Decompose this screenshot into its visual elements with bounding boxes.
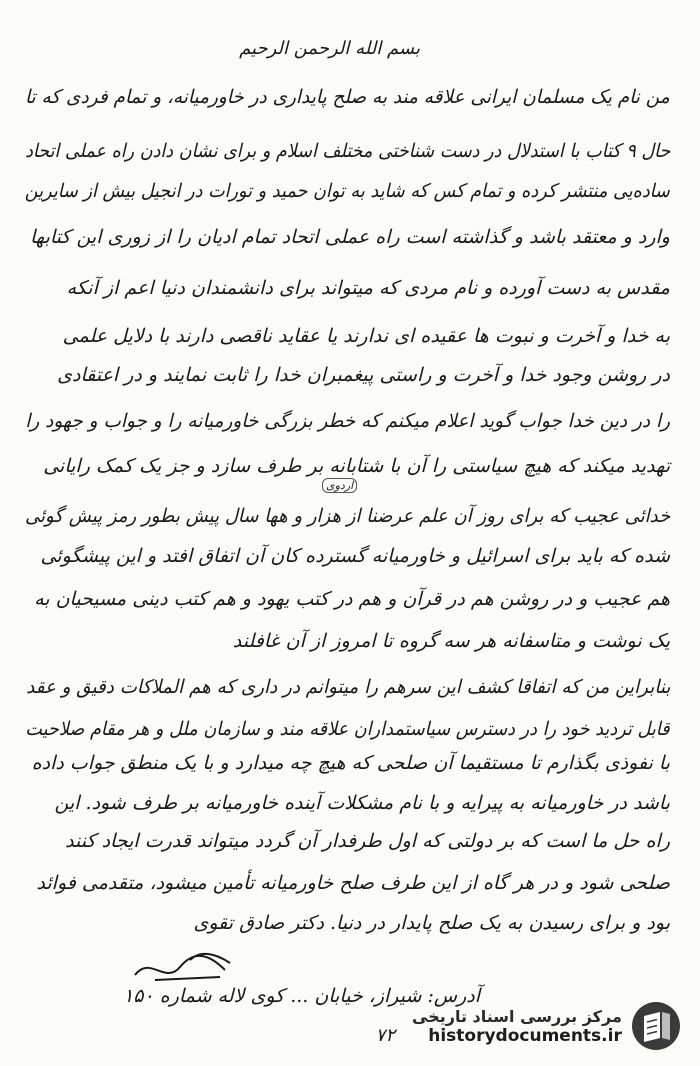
bismillah-heading: بسم الله الرحمن الرحیم	[239, 38, 420, 59]
text-line-20: بود و برای رسیدن به یک صلح پایدار در دنیا. دکتر صادق تقوی	[193, 912, 670, 934]
interline-note: اردوی	[322, 478, 357, 493]
text-line-2: حال ۹ کتاب با استدلال در دست شناختی مختلف اسلام و برای نشان دادن راه عملی اتحاد	[24, 140, 670, 162]
text-line-11: شده که باید برای اسرائیل و خاورمیانه گسترده کان آن اتفاق افتد و این پیشگوئی	[40, 545, 670, 567]
text-line-8: را در دین خدا جواب گوید اعلام میکنم که خطر بزرگی خاورمیانه را و جواب و جهود را	[25, 410, 670, 432]
text-line-17: باشد در خاورمیانه به پیرایه و با نام مشکلات آینده خاورمیانه بر طرف شود. این	[54, 792, 670, 814]
text-line-1: من نام یک مسلمان ایرانی علاقه مند به صلح پایداری در خاورمیانه، و تمام فردی که تا	[25, 86, 670, 108]
watermark	[412, 996, 682, 1056]
text-line-12: هم عجیب و در روشن هم در قرآن و هم در کتب یهود و هم کتب دینی مسیحیان به	[34, 588, 670, 610]
text-line-13: یک نوشت و متاسفانه هر سه گروه تا امروز از آن غافلند	[232, 630, 670, 652]
text-line-10: خدائی عجیب که برای روز آن علم عرضنا از هزار و هها سال پیش بطور رمز پیش گوئی	[24, 505, 670, 527]
text-line-6: به خدا و آخرت و نبوت ها عقیده ای ندارند یا عقاید ناقصی دارند با دلایل علمی	[62, 325, 670, 347]
text-line-14: بنابراین من که اتفاقا کشف این سرهم را میتوانم در داری که هم الملاکات دقیق و عقد	[25, 676, 670, 698]
text-line-19: صلحی شود و در هر گاه از این طرف صلح خاورمیانه تأمین میشود، متقدمی فوائد	[36, 872, 670, 894]
address-number: ۷۲	[375, 1025, 395, 1046]
text-line-15: قابل تردید خود را در دسترس سیاستمداران علاقه مند و سازمان ملل و هر مقام صلاحیت	[25, 718, 670, 740]
address-line: آدرس: شیراز، خیابان ... کوی لاله شماره ۱۵۰	[123, 985, 480, 1007]
text-line-3: ساده‌یی منتشر کرده و تمام کس که شاید به توان حمید و تورات در انجیل بیش از سایرین	[24, 180, 670, 202]
text-line-16: با نفوذی بگذارم تا مستقیما آن صلحی که هیچ چه میدارد و با یک منطق جواب داده	[31, 752, 670, 774]
archive-logo-icon	[630, 1000, 682, 1052]
watermark-url: historydocuments.ir	[428, 1025, 622, 1046]
text-line-18: راه حل ما است که بر دولتی که اول طرفدار آن گردد میتواند قدرت ایجاد کنند	[65, 830, 670, 852]
text-line-5: مقدس به دست آورده و نام مردی که میتواند برای دانشمندان دنیا اعم از آنکه	[66, 277, 670, 299]
text-line-7: در روشن وجود خدا و آخرت و راستی پیغمبران خدا را ثابت نمایند و در اعتقادی	[57, 364, 670, 386]
watermark-name: مرکز بررسی اسناد تاریخی	[412, 1006, 622, 1026]
text-line-9: تهدید میکند که هیچ سیاستی را آن با شتابانه بر طرف سازد و جز یک کمک رایانی	[43, 455, 670, 477]
text-line-4: وارد و معتقد باشد و گذاشته است راه عملی اتحاد تمام ادیان را از زوری این کتابها	[30, 226, 670, 248]
